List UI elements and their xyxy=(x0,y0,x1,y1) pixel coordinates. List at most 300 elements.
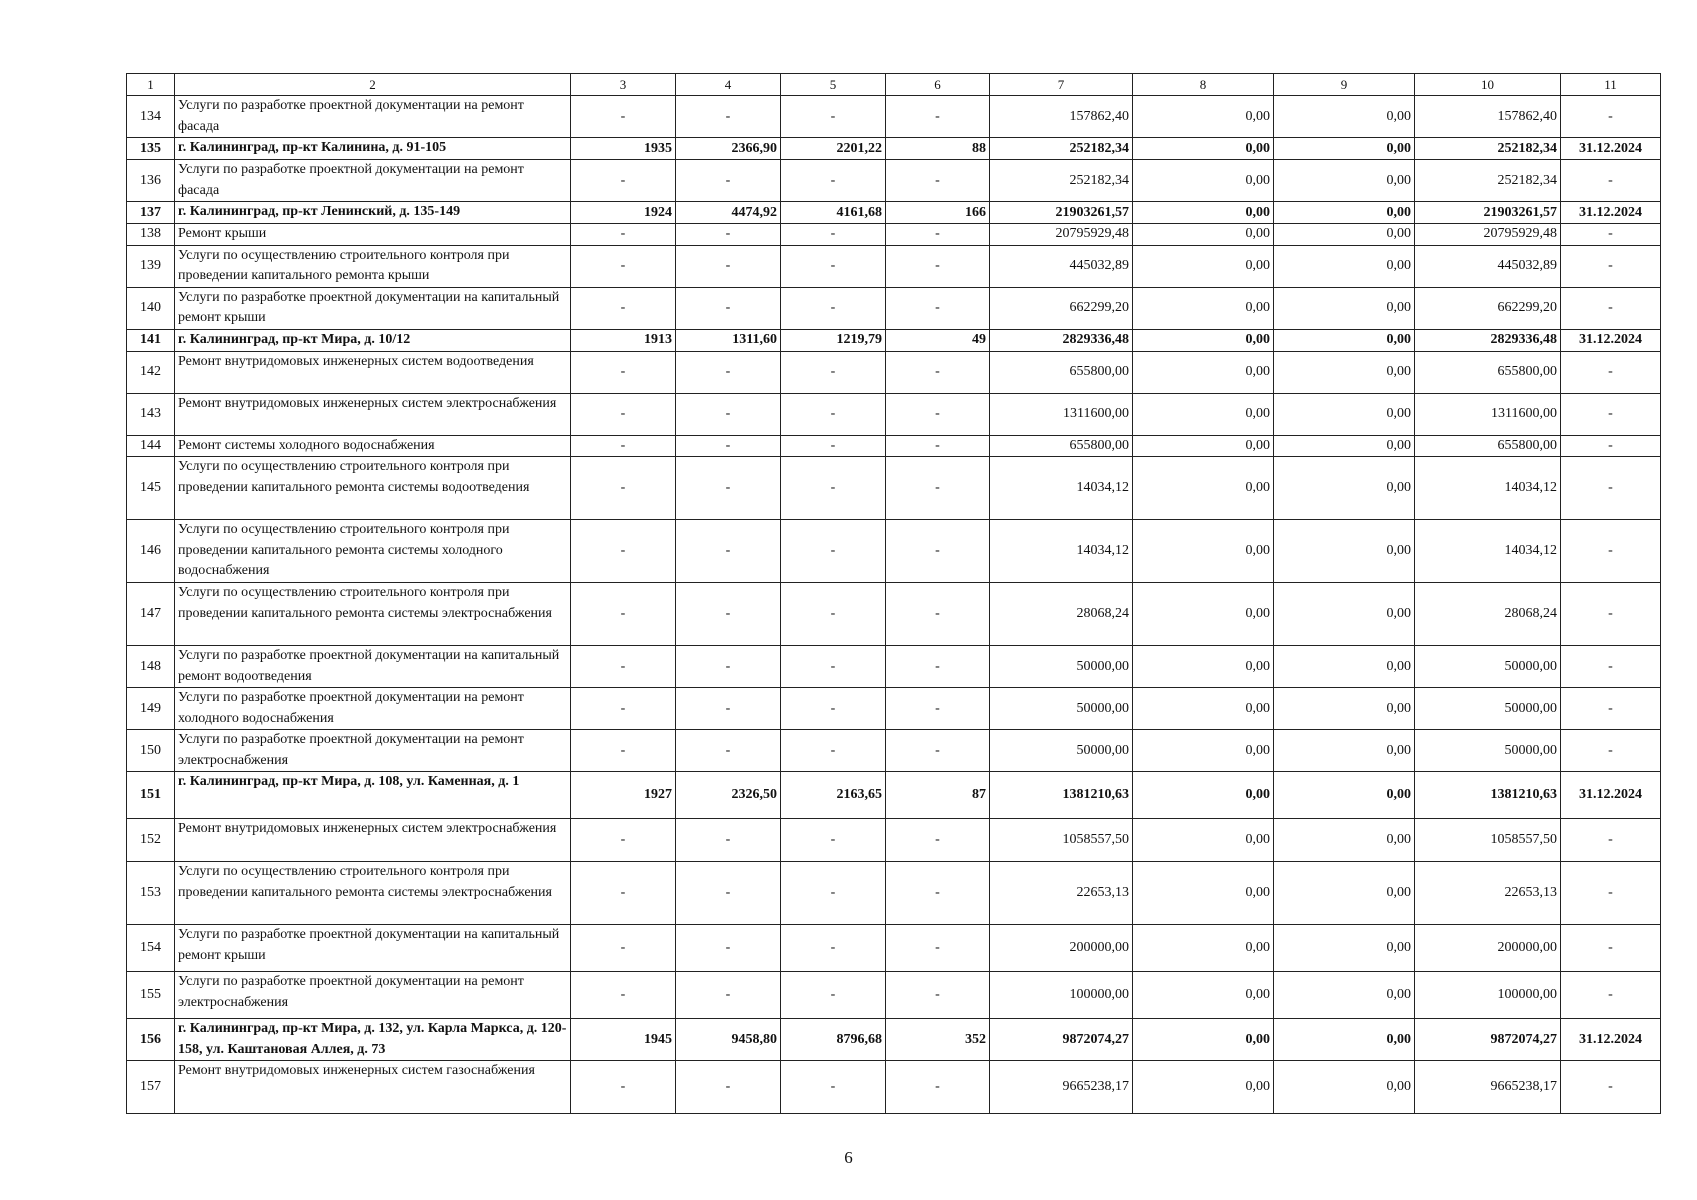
col8-cell: 0,00 xyxy=(1133,688,1274,730)
description-cell: Ремонт крыши xyxy=(175,224,571,246)
description-cell: Услуги по осуществлению строительного контроля при проведении капитального ремонта системы холодного водоснабжения xyxy=(175,520,571,583)
col10-cell: 100000,00 xyxy=(1415,972,1561,1019)
col4-cell: - xyxy=(676,688,781,730)
col4-cell: - xyxy=(676,160,781,202)
col6-cell: - xyxy=(886,583,990,646)
col4-cell: - xyxy=(676,435,781,457)
description-cell: г. Калининград, пр-кт Мира, д. 108, ул. Каменная, д. 1 xyxy=(175,772,571,819)
row-number-cell: 150 xyxy=(127,730,175,772)
col4-cell: 2366,90 xyxy=(676,138,781,160)
col5-cell: 4161,68 xyxy=(781,202,886,224)
row-number-cell: 155 xyxy=(127,972,175,1019)
table-row xyxy=(127,925,1661,972)
table-row xyxy=(127,224,1661,246)
col3-cell: - xyxy=(571,520,676,583)
col7-cell: 662299,20 xyxy=(990,287,1133,329)
col6-cell: - xyxy=(886,457,990,520)
description-cell: Услуги по разработке проектной документации на ремонт фасада xyxy=(175,160,571,202)
col3-cell: - xyxy=(571,730,676,772)
row-number-cell: 147 xyxy=(127,583,175,646)
table-row xyxy=(127,1061,1661,1114)
col3-cell: - xyxy=(571,862,676,925)
col7-cell: 200000,00 xyxy=(990,925,1133,972)
row-number-cell: 141 xyxy=(127,329,175,351)
col6-cell: 352 xyxy=(886,1019,990,1061)
col3-cell: 1924 xyxy=(571,202,676,224)
col9-cell: 0,00 xyxy=(1274,457,1415,520)
col9-cell: 0,00 xyxy=(1274,160,1415,202)
col11-cell: - xyxy=(1561,925,1661,972)
col8-cell: 0,00 xyxy=(1133,245,1274,287)
col8-cell: 0,00 xyxy=(1133,202,1274,224)
description-cell: г. Калининград, пр-кт Мира, д. 132, ул. Карла Маркса, д. 120-158, ул. Каштановая Аллея, д. 73 xyxy=(175,1019,571,1061)
col8-cell: 0,00 xyxy=(1133,646,1274,688)
col4-cell: 9458,80 xyxy=(676,1019,781,1061)
col6-cell: - xyxy=(886,287,990,329)
table-row xyxy=(127,772,1661,819)
col4-cell: - xyxy=(676,819,781,862)
col11-cell: - xyxy=(1561,862,1661,925)
col11-cell: - xyxy=(1561,1061,1661,1114)
header-cell-6: 6 xyxy=(886,74,990,96)
description-cell: Услуги по осуществлению строительного контроля при проведении капитального ремонта крыши xyxy=(175,245,571,287)
col5-cell: - xyxy=(781,96,886,138)
col8-cell: 0,00 xyxy=(1133,772,1274,819)
col6-cell: - xyxy=(886,393,990,435)
col3-cell: 1913 xyxy=(571,329,676,351)
table-row xyxy=(127,329,1661,351)
col11-cell: 31.12.2024 xyxy=(1561,1019,1661,1061)
col6-cell: - xyxy=(886,160,990,202)
col8-cell: 0,00 xyxy=(1133,160,1274,202)
col7-cell: 9665238,17 xyxy=(990,1061,1133,1114)
col7-cell: 655800,00 xyxy=(990,351,1133,393)
col8-cell: 0,00 xyxy=(1133,393,1274,435)
header-row xyxy=(127,74,1661,96)
col9-cell: 0,00 xyxy=(1274,202,1415,224)
table-body xyxy=(127,74,1661,1114)
col5-cell: - xyxy=(781,583,886,646)
col11-cell: 31.12.2024 xyxy=(1561,138,1661,160)
col9-cell: 0,00 xyxy=(1274,1061,1415,1114)
col6-cell: - xyxy=(886,435,990,457)
col4-cell: 1311,60 xyxy=(676,329,781,351)
col11-cell: 31.12.2024 xyxy=(1561,772,1661,819)
col3-cell: - xyxy=(571,435,676,457)
col5-cell: 8796,68 xyxy=(781,1019,886,1061)
col3-cell: - xyxy=(571,688,676,730)
row-number-cell: 134 xyxy=(127,96,175,138)
col5-cell: - xyxy=(781,862,886,925)
col6-cell: 88 xyxy=(886,138,990,160)
col10-cell: 28068,24 xyxy=(1415,583,1561,646)
col9-cell: 0,00 xyxy=(1274,329,1415,351)
col4-cell: - xyxy=(676,393,781,435)
col10-cell: 22653,13 xyxy=(1415,862,1561,925)
col11-cell: 31.12.2024 xyxy=(1561,202,1661,224)
col9-cell: 0,00 xyxy=(1274,819,1415,862)
row-number-cell: 137 xyxy=(127,202,175,224)
col10-cell: 252182,34 xyxy=(1415,138,1561,160)
row-number-cell: 139 xyxy=(127,245,175,287)
description-cell: Услуги по разработке проектной документации на ремонт электроснабжения xyxy=(175,972,571,1019)
col8-cell: 0,00 xyxy=(1133,862,1274,925)
col3-cell: 1945 xyxy=(571,1019,676,1061)
col6-cell: - xyxy=(886,224,990,246)
col6-cell: - xyxy=(886,96,990,138)
col4-cell: - xyxy=(676,245,781,287)
col11-cell: - xyxy=(1561,160,1661,202)
col6-cell: 166 xyxy=(886,202,990,224)
col3-cell: - xyxy=(571,1061,676,1114)
col9-cell: 0,00 xyxy=(1274,688,1415,730)
col7-cell: 22653,13 xyxy=(990,862,1133,925)
col7-cell: 28068,24 xyxy=(990,583,1133,646)
table-row xyxy=(127,457,1661,520)
col11-cell: - xyxy=(1561,96,1661,138)
col6-cell: - xyxy=(886,245,990,287)
col3-cell: - xyxy=(571,393,676,435)
col5-cell: - xyxy=(781,245,886,287)
col10-cell: 14034,12 xyxy=(1415,457,1561,520)
col10-cell: 655800,00 xyxy=(1415,351,1561,393)
col3-cell: - xyxy=(571,224,676,246)
col8-cell: 0,00 xyxy=(1133,972,1274,1019)
header-cell-7: 7 xyxy=(990,74,1133,96)
col11-cell: - xyxy=(1561,819,1661,862)
col9-cell: 0,00 xyxy=(1274,1019,1415,1061)
col11-cell: - xyxy=(1561,520,1661,583)
col8-cell: 0,00 xyxy=(1133,287,1274,329)
col5-cell: - xyxy=(781,819,886,862)
col4-cell: 2326,50 xyxy=(676,772,781,819)
col10-cell: 50000,00 xyxy=(1415,688,1561,730)
row-number-cell: 152 xyxy=(127,819,175,862)
col5-cell: 2163,65 xyxy=(781,772,886,819)
header-cell-3: 3 xyxy=(571,74,676,96)
table-row xyxy=(127,688,1661,730)
col3-cell: - xyxy=(571,160,676,202)
description-cell: Услуги по разработке проектной документации на ремонт электроснабжения xyxy=(175,730,571,772)
col6-cell: - xyxy=(886,351,990,393)
table-row xyxy=(127,583,1661,646)
col5-cell: - xyxy=(781,730,886,772)
table-row xyxy=(127,351,1661,393)
col10-cell: 445032,89 xyxy=(1415,245,1561,287)
col4-cell: 4474,92 xyxy=(676,202,781,224)
col5-cell: - xyxy=(781,393,886,435)
col10-cell: 50000,00 xyxy=(1415,646,1561,688)
header-cell-2: 2 xyxy=(175,74,571,96)
col10-cell: 655800,00 xyxy=(1415,435,1561,457)
row-number-cell: 151 xyxy=(127,772,175,819)
col9-cell: 0,00 xyxy=(1274,138,1415,160)
table-row xyxy=(127,138,1661,160)
table-row xyxy=(127,96,1661,138)
col10-cell: 2829336,48 xyxy=(1415,329,1561,351)
table-row xyxy=(127,972,1661,1019)
col4-cell: - xyxy=(676,287,781,329)
col5-cell: - xyxy=(781,457,886,520)
description-cell: Ремонт внутридомовых инженерных систем электроснабжения xyxy=(175,819,571,862)
row-number-cell: 157 xyxy=(127,1061,175,1114)
col11-cell: - xyxy=(1561,583,1661,646)
table-row xyxy=(127,862,1661,925)
col11-cell: - xyxy=(1561,351,1661,393)
col7-cell: 50000,00 xyxy=(990,730,1133,772)
col8-cell: 0,00 xyxy=(1133,730,1274,772)
col11-cell: - xyxy=(1561,688,1661,730)
table-row xyxy=(127,202,1661,224)
col5-cell: - xyxy=(781,351,886,393)
description-cell: Услуги по осуществлению строительного контроля при проведении капитального ремонта системы водоотведения xyxy=(175,457,571,520)
col7-cell: 252182,34 xyxy=(990,138,1133,160)
col10-cell: 157862,40 xyxy=(1415,96,1561,138)
col8-cell: 0,00 xyxy=(1133,224,1274,246)
col9-cell: 0,00 xyxy=(1274,393,1415,435)
col9-cell: 0,00 xyxy=(1274,925,1415,972)
col6-cell: - xyxy=(886,646,990,688)
col4-cell: - xyxy=(676,224,781,246)
col3-cell: - xyxy=(571,819,676,862)
col7-cell: 50000,00 xyxy=(990,688,1133,730)
col4-cell: - xyxy=(676,646,781,688)
col7-cell: 445032,89 xyxy=(990,245,1133,287)
col10-cell: 200000,00 xyxy=(1415,925,1561,972)
col9-cell: 0,00 xyxy=(1274,245,1415,287)
description-cell: Услуги по разработке проектной документации на капитальный ремонт водоотведения xyxy=(175,646,571,688)
row-number-cell: 156 xyxy=(127,1019,175,1061)
col8-cell: 0,00 xyxy=(1133,925,1274,972)
col8-cell: 0,00 xyxy=(1133,351,1274,393)
col11-cell: - xyxy=(1561,393,1661,435)
header-cell-11: 11 xyxy=(1561,74,1661,96)
description-cell: Ремонт внутридомовых инженерных систем электроснабжения xyxy=(175,393,571,435)
description-cell: Услуги по разработке проектной документации на ремонт фасада xyxy=(175,96,571,138)
col8-cell: 0,00 xyxy=(1133,520,1274,583)
col9-cell: 0,00 xyxy=(1274,435,1415,457)
col3-cell: - xyxy=(571,583,676,646)
col5-cell: - xyxy=(781,224,886,246)
col9-cell: 0,00 xyxy=(1274,287,1415,329)
col11-cell: - xyxy=(1561,730,1661,772)
col10-cell: 21903261,57 xyxy=(1415,202,1561,224)
col5-cell: - xyxy=(781,520,886,583)
col6-cell: - xyxy=(886,819,990,862)
col7-cell: 50000,00 xyxy=(990,646,1133,688)
col10-cell: 9665238,17 xyxy=(1415,1061,1561,1114)
col6-cell: - xyxy=(886,730,990,772)
col4-cell: - xyxy=(676,351,781,393)
col10-cell: 50000,00 xyxy=(1415,730,1561,772)
description-cell: Услуги по разработке проектной документации на капитальный ремонт крыши xyxy=(175,925,571,972)
row-number-cell: 135 xyxy=(127,138,175,160)
col3-cell: - xyxy=(571,245,676,287)
description-cell: г. Калининград, пр-кт Калинина, д. 91-105 xyxy=(175,138,571,160)
col5-cell: - xyxy=(781,972,886,1019)
col8-cell: 0,00 xyxy=(1133,138,1274,160)
col7-cell: 655800,00 xyxy=(990,435,1133,457)
col5-cell: 2201,22 xyxy=(781,138,886,160)
col11-cell: - xyxy=(1561,972,1661,1019)
col11-cell: - xyxy=(1561,435,1661,457)
row-number-cell: 145 xyxy=(127,457,175,520)
col3-cell: 1935 xyxy=(571,138,676,160)
col9-cell: 0,00 xyxy=(1274,351,1415,393)
col9-cell: 0,00 xyxy=(1274,224,1415,246)
description-cell: Ремонт внутридомовых инженерных систем газоснабжения xyxy=(175,1061,571,1114)
header-cell-1: 1 xyxy=(127,74,175,96)
col9-cell: 0,00 xyxy=(1274,730,1415,772)
col4-cell: - xyxy=(676,1061,781,1114)
col8-cell: 0,00 xyxy=(1133,457,1274,520)
col5-cell: - xyxy=(781,646,886,688)
row-number-cell: 146 xyxy=(127,520,175,583)
description-cell: Услуги по разработке проектной документации на капитальный ремонт крыши xyxy=(175,287,571,329)
col9-cell: 0,00 xyxy=(1274,646,1415,688)
col8-cell: 0,00 xyxy=(1133,1019,1274,1061)
data-table xyxy=(126,73,1661,1114)
col7-cell: 14034,12 xyxy=(990,457,1133,520)
col9-cell: 0,00 xyxy=(1274,772,1415,819)
row-number-cell: 154 xyxy=(127,925,175,972)
col3-cell: - xyxy=(571,972,676,1019)
col6-cell: - xyxy=(886,688,990,730)
description-cell: Услуги по осуществлению строительного контроля при проведении капитального ремонта системы электроснабжения xyxy=(175,583,571,646)
row-number-cell: 153 xyxy=(127,862,175,925)
col3-cell: - xyxy=(571,925,676,972)
col11-cell: - xyxy=(1561,245,1661,287)
col7-cell: 20795929,48 xyxy=(990,224,1133,246)
col6-cell: - xyxy=(886,1061,990,1114)
table-row xyxy=(127,245,1661,287)
table-row xyxy=(127,646,1661,688)
table-row xyxy=(127,520,1661,583)
row-number-cell: 148 xyxy=(127,646,175,688)
col7-cell: 1381210,63 xyxy=(990,772,1133,819)
col10-cell: 662299,20 xyxy=(1415,287,1561,329)
col3-cell: - xyxy=(571,96,676,138)
col8-cell: 0,00 xyxy=(1133,329,1274,351)
header-cell-4: 4 xyxy=(676,74,781,96)
description-cell: г. Калининград, пр-кт Мира, д. 10/12 xyxy=(175,329,571,351)
header-cell-9: 9 xyxy=(1274,74,1415,96)
row-number-cell: 136 xyxy=(127,160,175,202)
col10-cell: 1311600,00 xyxy=(1415,393,1561,435)
col7-cell: 252182,34 xyxy=(990,160,1133,202)
page-number: 6 xyxy=(844,1148,853,1167)
col9-cell: 0,00 xyxy=(1274,520,1415,583)
col10-cell: 1058557,50 xyxy=(1415,819,1561,862)
col11-cell: - xyxy=(1561,224,1661,246)
col8-cell: 0,00 xyxy=(1133,435,1274,457)
row-number-cell: 144 xyxy=(127,435,175,457)
row-number-cell: 140 xyxy=(127,287,175,329)
description-cell: Ремонт системы холодного водоснабжения xyxy=(175,435,571,457)
col4-cell: - xyxy=(676,457,781,520)
col9-cell: 0,00 xyxy=(1274,862,1415,925)
col5-cell: - xyxy=(781,925,886,972)
col4-cell: - xyxy=(676,925,781,972)
table-row xyxy=(127,435,1661,457)
table-row xyxy=(127,287,1661,329)
col5-cell: - xyxy=(781,1061,886,1114)
col8-cell: 0,00 xyxy=(1133,1061,1274,1114)
col9-cell: 0,00 xyxy=(1274,96,1415,138)
col10-cell: 252182,34 xyxy=(1415,160,1561,202)
col6-cell: 87 xyxy=(886,772,990,819)
col6-cell: - xyxy=(886,862,990,925)
col4-cell: - xyxy=(676,96,781,138)
table-row xyxy=(127,160,1661,202)
row-number-cell: 143 xyxy=(127,393,175,435)
col9-cell: 0,00 xyxy=(1274,972,1415,1019)
row-number-cell: 142 xyxy=(127,351,175,393)
col3-cell: - xyxy=(571,351,676,393)
col10-cell: 9872074,27 xyxy=(1415,1019,1561,1061)
col4-cell: - xyxy=(676,730,781,772)
col8-cell: 0,00 xyxy=(1133,819,1274,862)
table-row xyxy=(127,1019,1661,1061)
row-number-cell: 149 xyxy=(127,688,175,730)
col4-cell: - xyxy=(676,520,781,583)
description-cell: Ремонт внутридомовых инженерных систем водоотведения xyxy=(175,351,571,393)
col5-cell: - xyxy=(781,688,886,730)
col3-cell: - xyxy=(571,646,676,688)
col7-cell: 2829336,48 xyxy=(990,329,1133,351)
header-cell-8: 8 xyxy=(1133,74,1274,96)
col6-cell: - xyxy=(886,925,990,972)
col3-cell: - xyxy=(571,457,676,520)
col5-cell: - xyxy=(781,435,886,457)
col5-cell: 1219,79 xyxy=(781,329,886,351)
col7-cell: 1058557,50 xyxy=(990,819,1133,862)
col11-cell: - xyxy=(1561,457,1661,520)
col3-cell: - xyxy=(571,287,676,329)
col11-cell: 31.12.2024 xyxy=(1561,329,1661,351)
col6-cell: - xyxy=(886,972,990,1019)
row-number-cell: 138 xyxy=(127,224,175,246)
col7-cell: 157862,40 xyxy=(990,96,1133,138)
col7-cell: 14034,12 xyxy=(990,520,1133,583)
col4-cell: - xyxy=(676,972,781,1019)
col4-cell: - xyxy=(676,583,781,646)
description-cell: г. Калининград, пр-кт Ленинский, д. 135-149 xyxy=(175,202,571,224)
col8-cell: 0,00 xyxy=(1133,96,1274,138)
table-row xyxy=(127,730,1661,772)
col7-cell: 100000,00 xyxy=(990,972,1133,1019)
description-cell: Услуги по осуществлению строительного контроля при проведении капитального ремонта системы электроснабжения xyxy=(175,862,571,925)
col7-cell: 9872074,27 xyxy=(990,1019,1133,1061)
col10-cell: 20795929,48 xyxy=(1415,224,1561,246)
col8-cell: 0,00 xyxy=(1133,583,1274,646)
col7-cell: 21903261,57 xyxy=(990,202,1133,224)
col11-cell: - xyxy=(1561,287,1661,329)
col6-cell: - xyxy=(886,520,990,583)
col5-cell: - xyxy=(781,287,886,329)
table-row xyxy=(127,393,1661,435)
col6-cell: 49 xyxy=(886,329,990,351)
col11-cell: - xyxy=(1561,646,1661,688)
table-row xyxy=(127,819,1661,862)
col10-cell: 1381210,63 xyxy=(1415,772,1561,819)
col4-cell: - xyxy=(676,862,781,925)
col10-cell: 14034,12 xyxy=(1415,520,1561,583)
description-cell: Услуги по разработке проектной документации на ремонт холодного водоснабжения xyxy=(175,688,571,730)
header-cell-5: 5 xyxy=(781,74,886,96)
header-cell-10: 10 xyxy=(1415,74,1561,96)
col9-cell: 0,00 xyxy=(1274,583,1415,646)
